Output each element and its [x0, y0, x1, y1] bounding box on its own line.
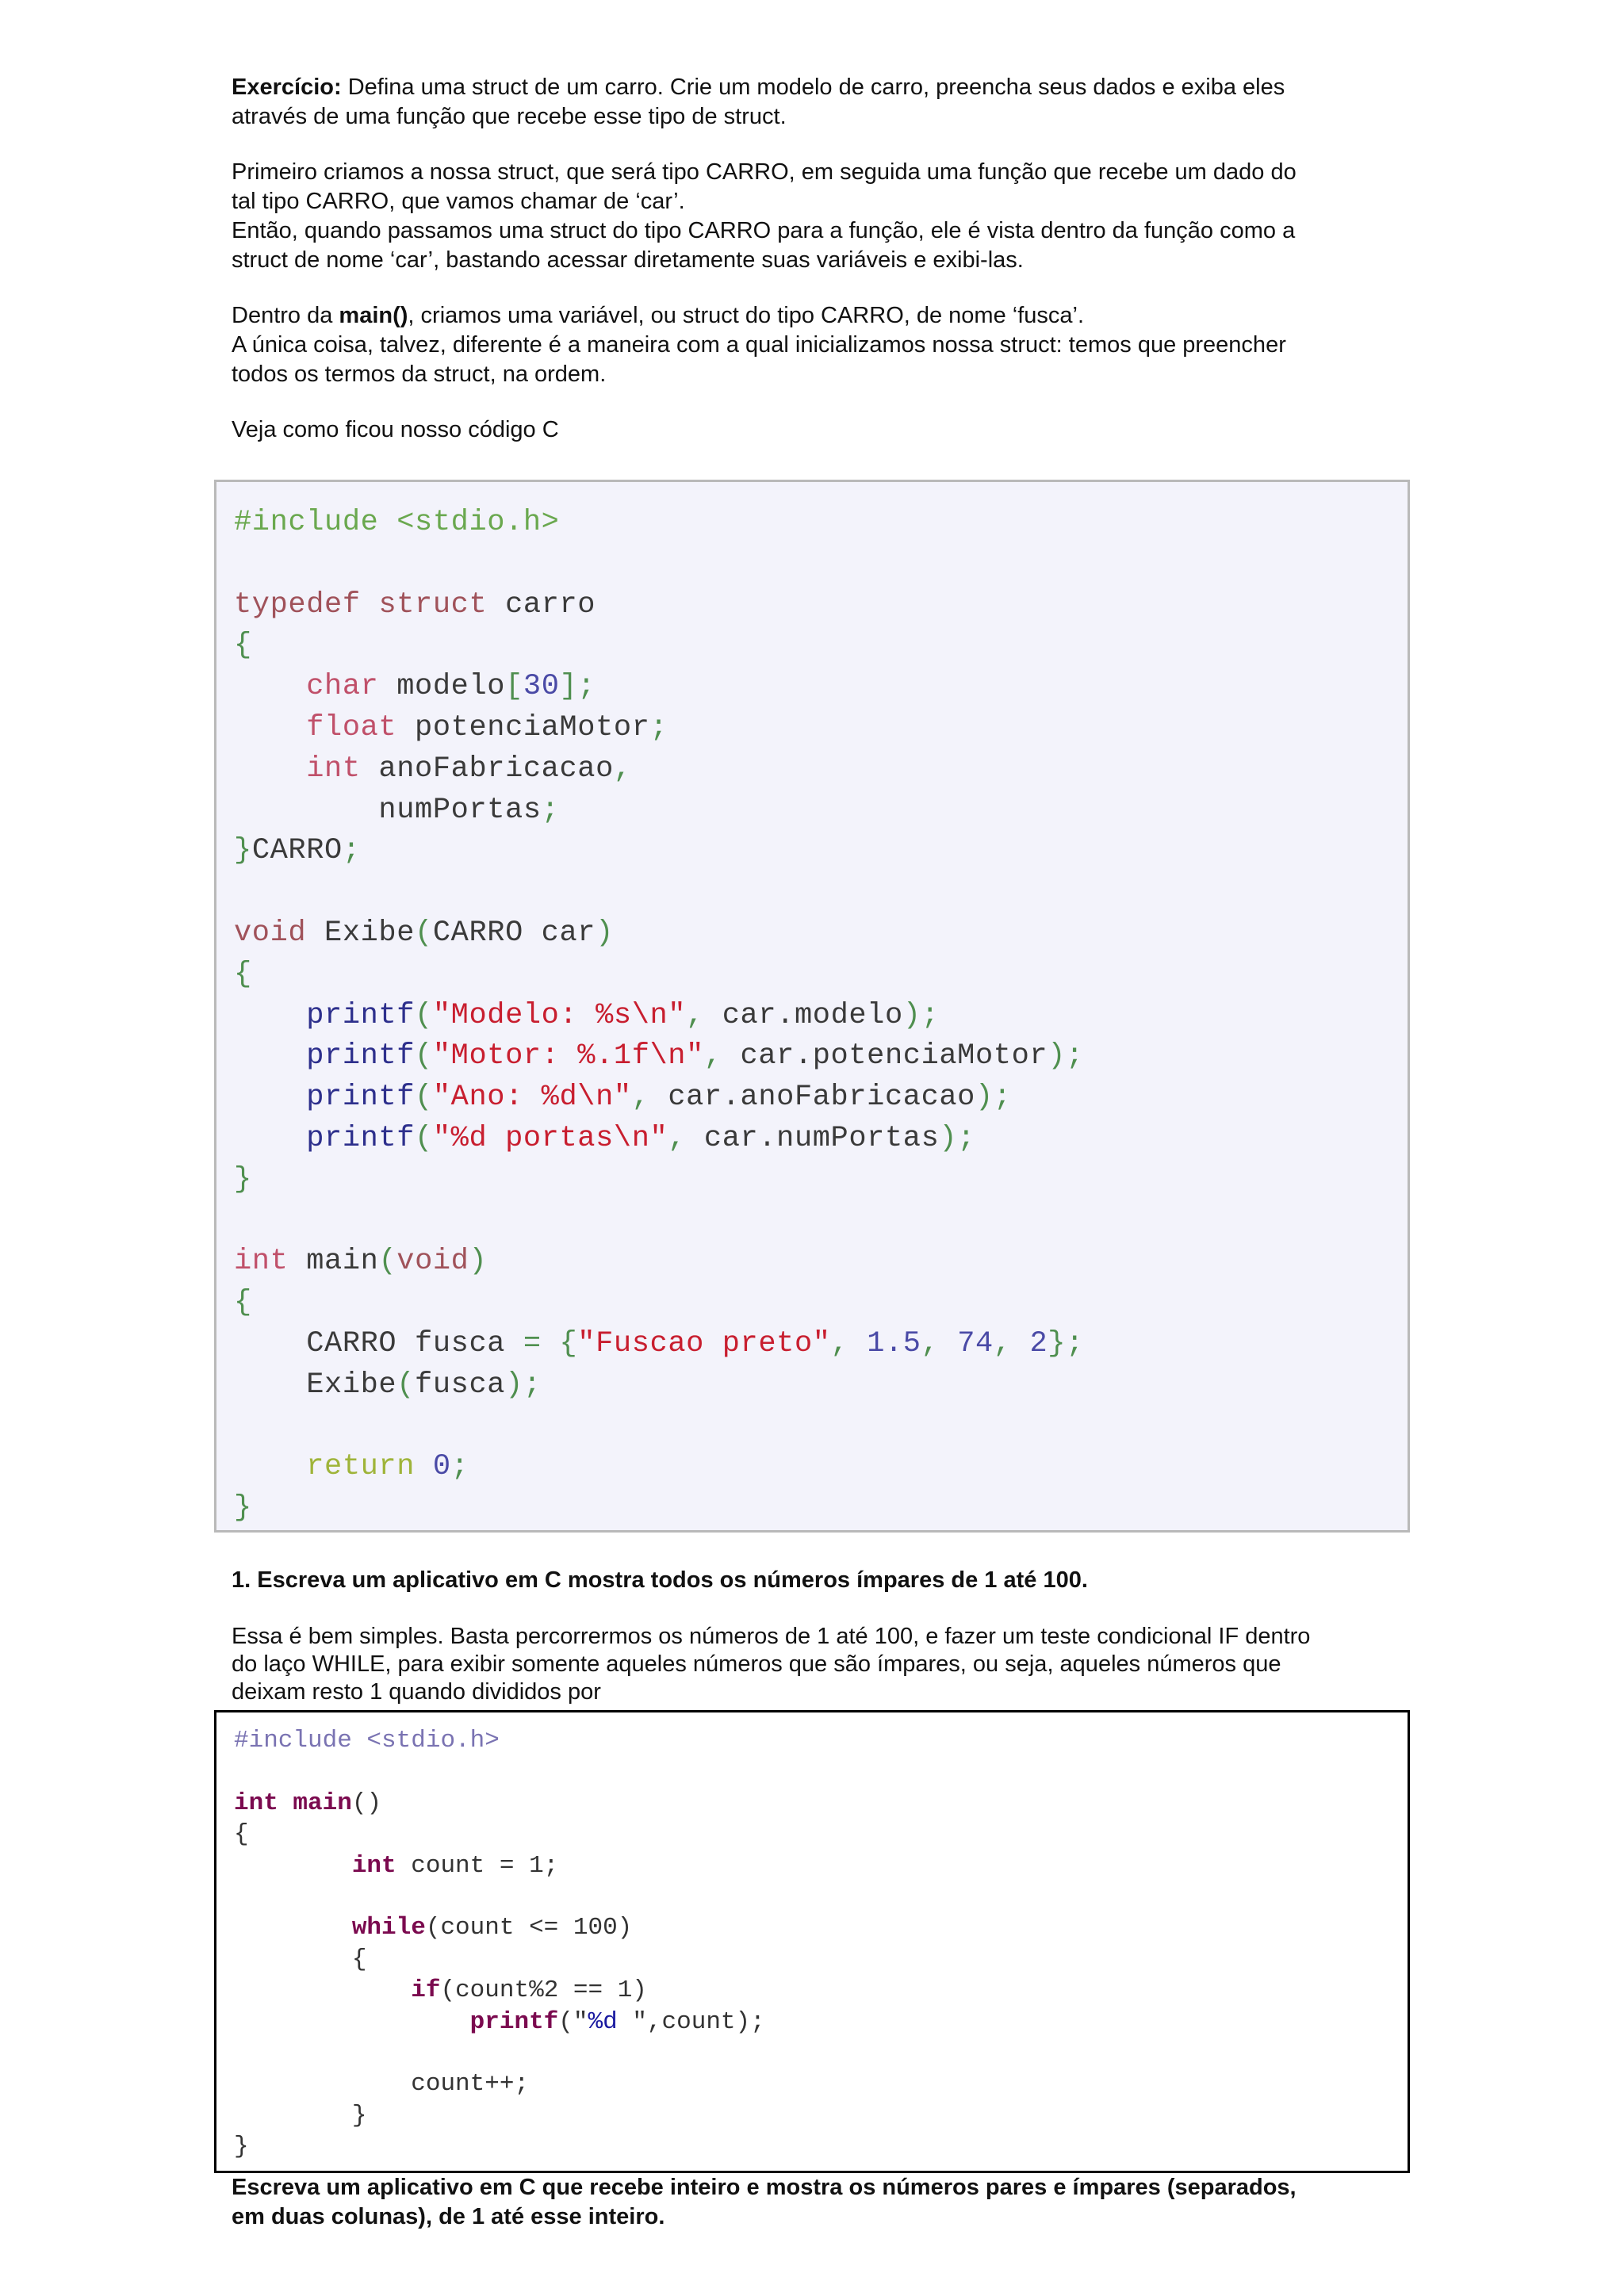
code-token: [415, 1450, 433, 1483]
code-token: main: [288, 1245, 379, 1279]
exercise-text: Defina uma struct de um carro. Crie um modelo de carro, preencha seus dados e exiba eles: [341, 75, 1285, 100]
code-token: printf: [306, 1039, 416, 1073]
code-line: [234, 1077, 1408, 1119]
code-token: "Ano: %d\n": [432, 1081, 632, 1115]
code-token: float: [306, 710, 397, 744]
code-token: [234, 1450, 306, 1483]
code-token: "Fuscao preto": [577, 1326, 831, 1360]
exercise-text-line-2: através de uma função que recebe esse tipo de struct.: [232, 104, 787, 129]
code-token: (count <= 100): [425, 1914, 633, 1942]
code-token: main: [293, 1789, 352, 1817]
code-token: };: [1048, 1326, 1084, 1360]
code-token: }: [234, 1491, 252, 1525]
code-token: );: [505, 1368, 542, 1402]
code-token: (: [415, 998, 433, 1032]
code-token: [234, 711, 306, 744]
code-token: [234, 999, 306, 1032]
code-token: ,: [686, 998, 704, 1032]
code-token: ];: [559, 670, 596, 704]
text-fragment: , criamos uma variável, ou struct do tipo CARRO, de nome ‘fusca’.: [408, 303, 1085, 328]
code-line: [234, 1788, 1408, 1819]
code-line: [234, 749, 1408, 790]
code-token: modelo: [378, 670, 506, 704]
code-token: ;: [541, 793, 560, 827]
code-line: [234, 1447, 1408, 1488]
code-token: (: [415, 1039, 433, 1073]
code-line: [234, 585, 1408, 626]
code-intro-line: Veja como ficou nosso código C: [232, 417, 559, 442]
code-token: count = 1;: [396, 1851, 559, 1880]
text-line: struct de nome ‘car’, bastando acessar diretamente suas variáveis e exibi-las.: [232, 247, 1024, 273]
code-token: ,: [613, 752, 632, 786]
code-token: [234, 1122, 306, 1155]
code-line: [234, 1365, 1408, 1406]
code-token: [234, 1852, 352, 1880]
code-token: }: [234, 2101, 367, 2130]
code-token: [234, 2008, 470, 2036]
code-token: 74: [957, 1326, 994, 1360]
text-fragment: Dentro da: [232, 303, 339, 328]
code-token: {: [234, 1286, 252, 1320]
code-token: return: [306, 1450, 416, 1484]
code-token: ",count);: [632, 2007, 765, 2036]
code-token: (: [378, 1245, 397, 1279]
code-line: [234, 1725, 1408, 1756]
code-line: [234, 2038, 1408, 2068]
code-line: [234, 1201, 1408, 1242]
document-body: [232, 73, 1391, 471]
exercise-statement: [232, 73, 1391, 132]
code-line: [234, 544, 1408, 585]
question-2-heading: [232, 2173, 1391, 2232]
code-token: if: [411, 1976, 441, 2005]
explanation-paragraph-2: [232, 301, 1391, 389]
code-line: [234, 1324, 1408, 1365]
code-line: [234, 996, 1408, 1037]
code-line: [234, 1944, 1408, 1975]
code-token: int: [351, 1851, 396, 1880]
code-token: {: [234, 629, 252, 663]
code-token: [234, 752, 306, 786]
code-token: car.anoFabricacao: [649, 1081, 975, 1115]
code-token: {: [559, 1326, 578, 1360]
text-line: do laço WHILE, para exibir somente aqueles números que são ímpares, ou seja, aqueles números que: [232, 1651, 1281, 1677]
main-function-ref: main(): [339, 303, 408, 328]
code-token: carro: [487, 587, 596, 622]
code-line: [234, 1119, 1408, 1160]
code-token: [234, 1081, 306, 1114]
code-token: void: [234, 916, 307, 950]
exercise-label: Exercício:: [232, 75, 342, 100]
code-token: %d: [588, 2007, 633, 2036]
code-token: );: [975, 1081, 1012, 1115]
code-token: CARRO: [251, 834, 343, 868]
code-line: [234, 1160, 1408, 1201]
code-token: {: [234, 1945, 367, 1973]
code-token: char: [306, 670, 379, 704]
code-token: (: [415, 916, 433, 950]
code-token: [939, 1327, 957, 1360]
code-token: [542, 1327, 560, 1360]
code-token: ;: [342, 834, 361, 868]
code-token: #include <stdio.h>: [234, 1727, 500, 1755]
code-token: ;: [649, 710, 668, 744]
code-line: [234, 1242, 1408, 1283]
text-line: em duas colunas), de 1 até esse inteiro.: [232, 2204, 665, 2229]
code-token: ): [596, 916, 614, 950]
code-line: [234, 1975, 1408, 2006]
code-line: [234, 1283, 1408, 1324]
text-line: deixam resto 1 quando divididos por: [232, 1679, 601, 1705]
text-line: Primeiro criamos a nossa struct, que será tipo CARRO, em seguida uma função que recebe um dado do: [232, 159, 1297, 185]
explanation-paragraph-1: [232, 158, 1391, 275]
text-line: todos os termos da struct, na ordem.: [232, 362, 607, 387]
code-token: car.modelo: [703, 998, 903, 1032]
question-1-explanation: [232, 1623, 1391, 1706]
code-token: ,: [631, 1081, 650, 1115]
code-token: Exibe: [234, 1368, 397, 1402]
code-token: ,: [668, 1121, 687, 1155]
code-token: [278, 1789, 293, 1817]
code-token: potenciaMotor: [396, 710, 650, 744]
code-token: void: [396, 1245, 469, 1279]
code-token: 0: [432, 1450, 451, 1484]
code-line: [234, 831, 1408, 872]
code-line: [234, 790, 1408, 832]
code-token: 30: [523, 670, 560, 704]
code-token: }: [234, 2133, 249, 2161]
code-line: [234, 2068, 1408, 2099]
code-token: car.numPortas: [686, 1121, 940, 1155]
code-line: [234, 913, 1408, 955]
code-token: typedef: [234, 587, 361, 622]
code-token: "%d portas\n": [432, 1121, 668, 1155]
code-token: fusca: [415, 1368, 506, 1402]
code-token: {: [234, 1820, 249, 1849]
code-token: 1.5: [867, 1326, 921, 1360]
text-line: A única coisa, talvez, diferente é a maneira com a qual inicializamos nossa struct: temos que preencher: [232, 332, 1286, 358]
text-line: Então, quando passamos uma struct do tipo CARRO para a função, ele é vista dentro da função como a: [232, 218, 1296, 243]
code-token: [1012, 1327, 1030, 1360]
code-token: );: [902, 998, 940, 1032]
code-token: anoFabricacao: [360, 752, 614, 786]
text-line: Escreva um aplicativo em C que recebe inteiro e mostra os números pares e ímpares (separados,: [232, 2175, 1297, 2200]
code-line: [234, 626, 1408, 667]
code-token: );: [1048, 1039, 1084, 1073]
code-token: [: [505, 670, 523, 704]
code-line: [234, 1819, 1408, 1850]
code-line: [234, 1850, 1408, 1881]
code-token: CARRO car: [432, 916, 596, 950]
code-token: );: [939, 1121, 975, 1155]
code-token: ,: [830, 1326, 849, 1360]
code-token: car.potenciaMotor: [722, 1039, 1048, 1073]
code-line: [234, 503, 1408, 544]
code-token: [234, 1039, 306, 1073]
code-token: }: [234, 1162, 252, 1196]
code-token: printf: [306, 1121, 416, 1155]
code-token: [361, 588, 379, 622]
code-token: int: [234, 1789, 278, 1817]
code-token: (": [558, 2007, 588, 2036]
code-token: 2: [1029, 1326, 1048, 1360]
code-token: numPortas: [234, 793, 542, 827]
code-line: [234, 667, 1408, 708]
code-token: }: [234, 834, 252, 868]
code-token: printf: [306, 998, 416, 1032]
code-token: int: [234, 1245, 289, 1279]
code-line: [234, 1406, 1408, 1448]
code-line: [234, 2007, 1408, 2038]
code-token: int: [306, 752, 361, 786]
code-line: [234, 955, 1408, 996]
code-token: {: [234, 957, 252, 991]
code-token: [234, 1976, 411, 2004]
code-token: ;: [450, 1450, 469, 1484]
code-token: "Modelo: %s\n": [432, 998, 687, 1032]
text-line: tal tipo CARRO, que vamos chamar de ‘car’.: [232, 189, 685, 214]
code-token: "Motor: %.1f\n": [432, 1039, 704, 1073]
code-line: [234, 1881, 1408, 1912]
code-line: [234, 708, 1408, 749]
code-token: [848, 1327, 867, 1360]
code-line: [234, 872, 1408, 913]
code-token: #include <stdio.h>: [234, 506, 560, 539]
code-block-odd-numbers: [214, 1710, 1410, 2173]
code-token: (: [415, 1121, 433, 1155]
code-token: ): [469, 1245, 488, 1279]
code-token: CARRO fusca: [234, 1326, 523, 1360]
code-token: (: [415, 1081, 433, 1115]
code-token: =: [523, 1326, 542, 1360]
code-block-struct-carro: [214, 480, 1410, 1533]
code-token: (): [351, 1789, 382, 1817]
code-token: [234, 1914, 352, 1942]
code-line: [234, 2131, 1408, 2162]
code-line: [234, 2100, 1408, 2131]
code-token: count++;: [234, 2070, 530, 2099]
question-1-heading: 1. Escreva um aplicativo em C mostra todos os números ímpares de 1 até 100.: [232, 1567, 1088, 1593]
code-token: printf: [469, 2007, 559, 2036]
code-line: [234, 1756, 1408, 1787]
code-line: [234, 1912, 1408, 1943]
code-token: printf: [306, 1081, 416, 1115]
code-token: ,: [703, 1039, 722, 1073]
code-token: ,: [921, 1326, 940, 1360]
code-token: (: [396, 1368, 416, 1402]
code-token: ,: [993, 1326, 1012, 1360]
code-token: (count%2 == 1): [440, 1976, 647, 2005]
code-token: Exibe: [306, 916, 416, 950]
code-line: [234, 1036, 1408, 1077]
code-token: struct: [378, 587, 488, 622]
code-token: while: [351, 1914, 426, 1942]
text-line: Essa é bem simples. Basta percorrermos os números de 1 até 100, e fazer um teste condicional IF dentro: [232, 1624, 1311, 1649]
code-token: [234, 670, 306, 703]
code-line: [234, 1488, 1408, 1529]
